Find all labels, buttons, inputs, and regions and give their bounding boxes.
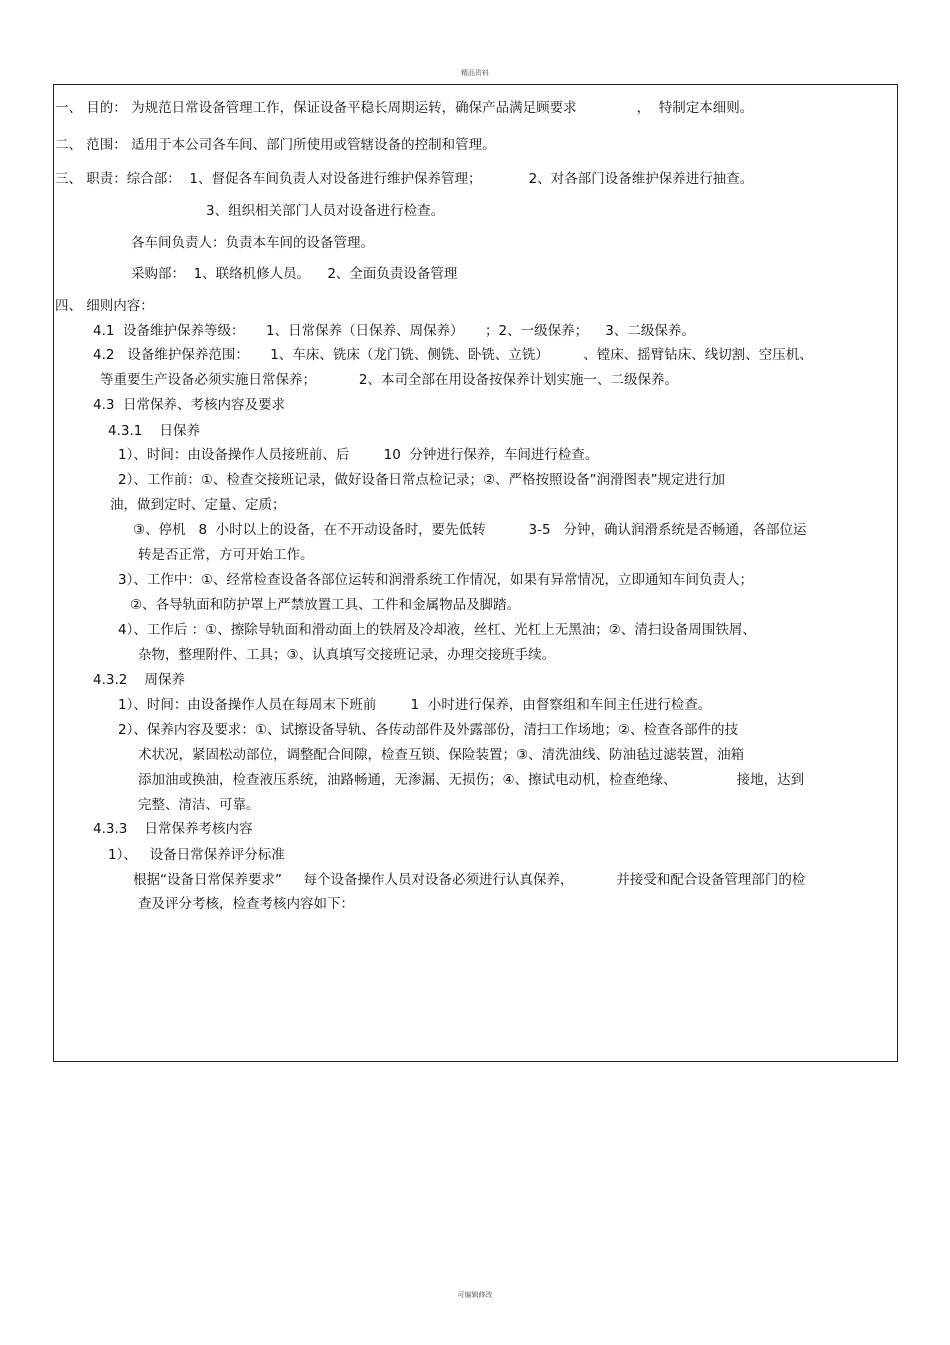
scoring-basis-cont: 查及评分考核，检查考核内容如下： xyxy=(138,896,354,912)
daily-during: 3）、工作中：①、经常检查设备各部位运转和润滑系统工作情况，如果有异常情况，立即通知车间负责人； xyxy=(118,572,753,588)
daily-before: 2）、工作前：①、检查交接班记录，做好设备日常点检记录；②、严格按照设备”润滑图表”规定进行加 xyxy=(118,472,726,488)
rule-4-2: 4.2 设备维护保养范围： 1、车床、铣床（龙门铣、侧铣、卧铣、立铣） 、镗床、摇臂钻床、线切割、空压机、 xyxy=(93,347,813,363)
rule-4-3-2: 4.3.2 周保养 xyxy=(93,672,186,688)
weekly-content-cont-2: 添加油或换油，检查液压系统，油路畅通，无渗漏、无损伤；④、擦试电动机，检查绝缘、 接地，达到 xyxy=(138,772,805,788)
scoring-standard: 1）、 设备日常保养评分标准 xyxy=(108,847,285,863)
daily-stop-cont: 转是否正常，方可开始工作。 xyxy=(138,547,314,563)
daily-time: 1）、时间：由设备操作人员接班前、后 10 分钟进行保养，车间进行检查。 xyxy=(118,447,599,463)
daily-after-cont: 杂物，整理附件、工具；③、认真填写交接班记录，办理交接班手续。 xyxy=(138,647,556,663)
daily-during-cont: ②、各导轨面和防护罩上严禁放置工具、工件和金属物品及脚踏。 xyxy=(130,597,521,613)
duties-purchasing: 采购部： 1、联络机修人员。 2、全面负责设备管理 xyxy=(131,266,458,282)
weekly-content-cont-1: 术状况，紧固松动部位，调整配合间隙，检查互锁、保险装置；③、清洗油线、防油毡过滤装置，油箱 xyxy=(138,747,745,763)
page-header: 精品资料 xyxy=(461,69,489,77)
section-duties: 三、 职责：综合部： 1、督促各车间负责人对设备进行维护保养管理； 2、对各部门设备维护保养进行抽查。 xyxy=(55,171,754,187)
weekly-content-cont-3: 完整、清洁、可靠。 xyxy=(138,797,260,813)
daily-before-cont: 油，做到定时、定量、定质； xyxy=(110,497,286,513)
weekly-time: 1）、时间：由设备操作人员在每周末下班前 1 小时进行保养，由督察组和车间主任进行检查。 xyxy=(118,697,712,713)
duties-item-3: 3、组织相关部门人员对设备进行检查。 xyxy=(206,203,445,219)
rule-4-3-3: 4.3.3 日常保养考核内容 xyxy=(93,821,253,837)
rule-4-1: 4.1 设备维护保养等级： 1、日常保养（日保养、周保养） ；2、一级保养； 3、二级保养。 xyxy=(93,323,695,339)
weekly-content: 2）、保养内容及要求：①、试擦设备导轨、各传动部件及外露部份，清扫工作场地；②、检查各部件的技 xyxy=(118,722,739,738)
scoring-basis: 根据“设备日常保养要求” 每个设备操作人员对设备必须进行认真保养， 并接受和配合设备管理部门的检 xyxy=(133,872,806,888)
daily-stop: ③、停机 8 小时以上的设备，在不开动设备时，要先低转 3-5 分钟，确认润滑系统是否畅通，各部位运 xyxy=(133,522,807,538)
page-footer: 可编辑修改 xyxy=(457,1291,493,1299)
rule-4-3: 4.3 日常保养、考核内容及要求 xyxy=(93,397,286,413)
rule-4-3-1: 4.3.1 日保养 xyxy=(108,423,201,439)
duties-workshop: 各车间负责人：负责本车间的设备管理。 xyxy=(131,235,374,251)
rule-4-2-cont: 等重要生产设备必须实施日常保养； 2、本司全部在用设备按保养计划实施一、二级保养。 xyxy=(100,372,679,388)
daily-after: 4）、工作后 ：①、擦除导轨面和滑动面上的铁屑及冷却液，丝杠、光杠上无黑油；②、清扫设备周围铁屑、 xyxy=(118,622,756,638)
section-scope: 二、 范围： 适用于本公司各车间、部门所使用或管辖设备的控制和管理。 xyxy=(55,137,496,153)
section-rules: 四、 细则内容： xyxy=(55,298,154,314)
section-purpose: 一、 目的： 为规范日常设备管理工作，保证设备平稳长周期运转，确保产品满足顾要求 ， 特制定本细则。 xyxy=(55,100,754,116)
